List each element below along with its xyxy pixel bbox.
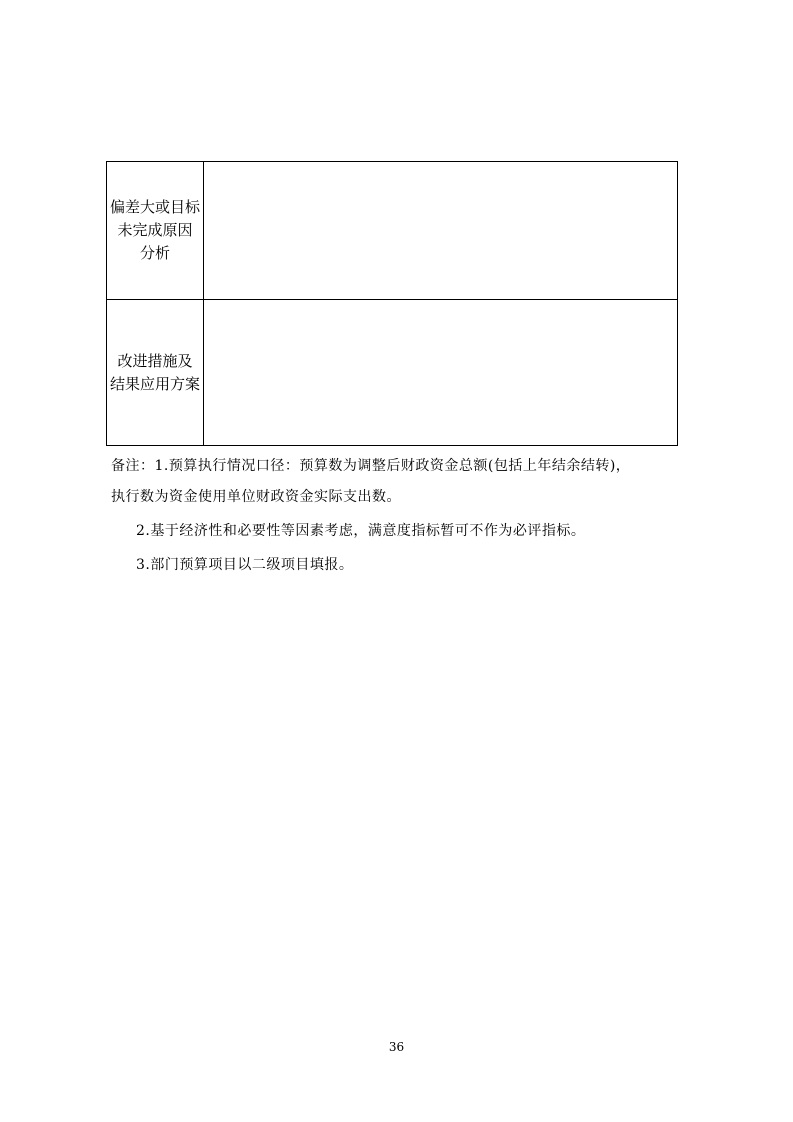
table-row-improvement-measures xyxy=(107,300,678,446)
label-line: 结果应用方案 xyxy=(109,374,200,393)
label-line: 偏差大或目标 xyxy=(109,198,200,216)
note-line-4: 3.部门预算项目以二级项目填报。 xyxy=(136,557,354,573)
content-cell-improvement-measures xyxy=(204,300,678,446)
note-line-1: 备注：1.预算执行情况口径：预算数为调整后财政资金总额(包括上年结余结转)， xyxy=(111,458,631,474)
note-line-3: 2.基于经济性和必要性等因素考虑，满意度指标暂可不作为必评指标。 xyxy=(136,523,586,539)
note-line-2: 执行数为资金使用单位财政资金实际支出数。 xyxy=(111,489,401,505)
label-line: 未完成原因 xyxy=(117,221,193,239)
row-label-deviation-analysis xyxy=(107,162,204,300)
page-number: 36 xyxy=(388,1040,405,1054)
table-row-deviation-analysis xyxy=(107,162,678,300)
content-cell-deviation-analysis xyxy=(204,162,678,300)
label-line: 改进措施及 xyxy=(117,351,193,370)
row-label-improvement-measures xyxy=(107,300,204,446)
evaluation-table xyxy=(106,161,678,446)
label-line: 分析 xyxy=(139,244,170,262)
